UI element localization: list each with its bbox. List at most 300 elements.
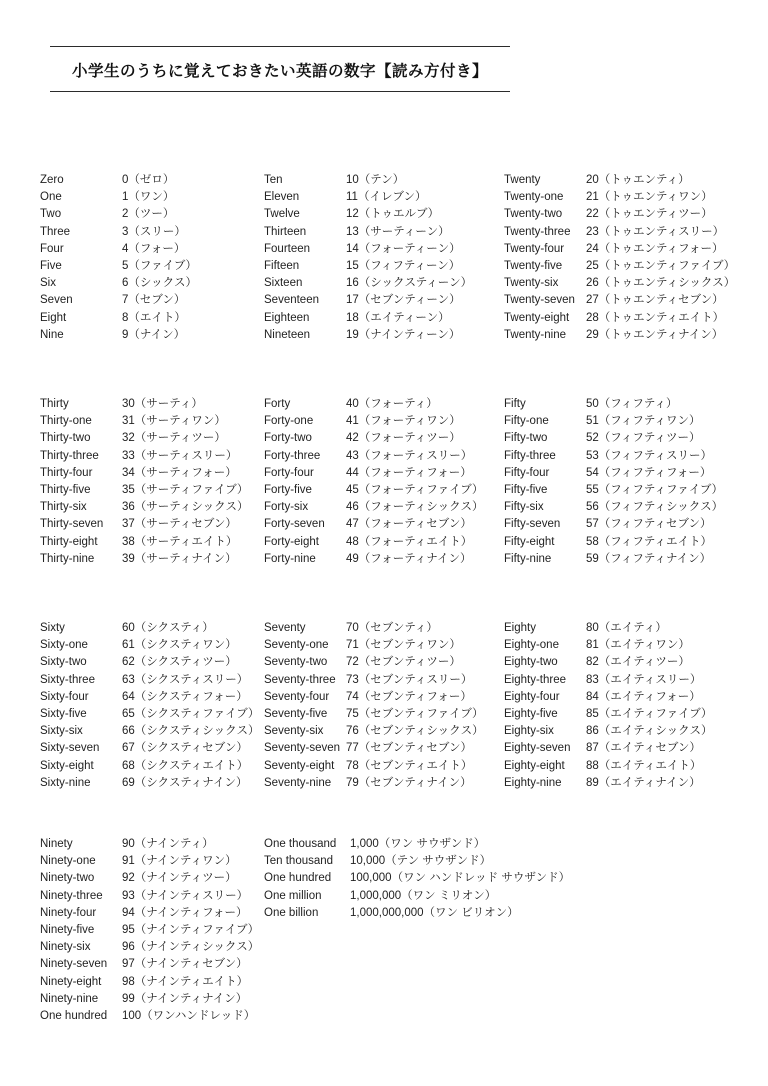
number-row (40, 654, 259, 671)
number-row (504, 551, 723, 568)
number-word-english: Forty-one (264, 415, 314, 428)
number-word-english: Nine (40, 328, 64, 341)
number-value-reading: 72（セブンティツー） (346, 656, 461, 669)
number-value-reading: 68（シクスティエイト） (122, 759, 249, 772)
number-column (40, 836, 259, 1025)
number-word-english: Zero (40, 174, 64, 186)
number-value-reading: 1,000（ワン サウザンド） (350, 838, 486, 850)
number-row (264, 275, 472, 292)
number-column (504, 396, 723, 568)
number-value-reading: 8（エイト） (122, 311, 186, 324)
band-inner (0, 396, 768, 566)
number-value-reading: 19（ナインティーン） (346, 328, 461, 341)
number-word-english: Twenty-five (504, 259, 563, 272)
number-word-english: Eight (40, 311, 67, 324)
number-value-reading: 54（フィフティフォー） (586, 466, 712, 479)
number-row (40, 758, 259, 775)
number-row (264, 310, 472, 327)
number-row (264, 206, 472, 223)
number-row (504, 430, 723, 447)
number-word-english: Twenty-six (504, 277, 559, 290)
number-row (504, 654, 713, 671)
number-row (504, 310, 735, 327)
number-row (40, 551, 249, 568)
number-word-english: Forty-four (264, 466, 314, 479)
number-word-english: One hundred (264, 872, 332, 885)
number-row (264, 723, 484, 740)
number-band-3 (0, 836, 768, 1022)
number-row (40, 396, 249, 413)
number-word-english: Ninety-seven (40, 958, 108, 971)
number-row (264, 430, 483, 447)
number-value-reading: 90（ナインティ） (122, 838, 214, 850)
number-value-reading: 65（シクスティファイブ） (122, 707, 260, 720)
number-row (264, 836, 570, 853)
number-word-english: Fifty-six (504, 501, 544, 514)
number-row (264, 516, 483, 533)
number-value-reading: 94（ナインティフォー） (122, 906, 248, 919)
number-word-english: Seventy-one (264, 639, 329, 652)
number-row (504, 672, 713, 689)
number-value-reading: 58（フィフティエイト） (586, 535, 712, 548)
number-word-english: Forty (264, 398, 291, 410)
number-word-english: Sixty-one (40, 639, 88, 652)
number-value-reading: 96（ナインティシックス） (122, 941, 260, 954)
number-row (40, 706, 259, 723)
number-word-english: Ninety-six (40, 941, 91, 954)
number-value-reading: 100,000（ワン ハンドレッド サウザンド） (350, 872, 571, 885)
number-row (264, 551, 483, 568)
number-row (40, 275, 197, 292)
number-value-reading: 33（サーティスリー） (122, 449, 238, 462)
number-row (264, 465, 483, 482)
number-row (40, 922, 259, 939)
number-word-english: Twenty-nine (504, 328, 567, 341)
page-title: 小学生のうちに覚えておきたい英語の数字【読み方付き】 (71, 61, 488, 80)
number-value-reading: 59（フィフティナイン） (586, 552, 712, 565)
number-value-reading: 83（エイティスリー） (586, 673, 702, 686)
number-row (40, 836, 259, 853)
number-word-english: Seven (40, 294, 73, 307)
number-value-reading: 22（トゥエンティツー） (586, 208, 713, 221)
number-word-english: Eighteen (264, 311, 310, 324)
number-row (40, 534, 249, 551)
number-row (40, 956, 259, 973)
number-value-reading: 62（シクスティツー） (122, 656, 237, 669)
number-word-english: Eighty-eight (504, 759, 565, 772)
number-value-reading: 6（シックス） (122, 277, 198, 290)
number-row (504, 172, 735, 189)
number-column (40, 620, 259, 792)
number-word-english: Sixty-nine (40, 776, 91, 789)
number-row (264, 396, 483, 413)
number-value-reading: 16（シックスティーン） (346, 277, 473, 290)
number-row (264, 413, 483, 430)
number-word-english: Fourteen (264, 242, 311, 255)
number-row (264, 689, 484, 706)
number-row (40, 327, 197, 344)
number-word-english: Forty-two (264, 432, 312, 445)
number-word-english: One hundred (40, 1009, 108, 1022)
number-value-reading: 87（エイティセブン） (586, 742, 701, 755)
number-row (504, 706, 713, 723)
number-row (264, 672, 484, 689)
number-value-reading: 10,000（テン サウザンド） (350, 855, 492, 868)
number-word-english: Thirty-two (40, 432, 91, 445)
number-value-reading: 26（トゥエンティシックス） (586, 277, 736, 290)
number-word-english: Sixty-eight (40, 759, 94, 772)
number-row (264, 905, 570, 922)
number-row (264, 654, 484, 671)
number-column (264, 620, 484, 792)
number-value-reading: 25（トゥエンティファイブ） (586, 259, 736, 272)
number-row (40, 1008, 259, 1025)
number-row (504, 637, 713, 654)
number-value-reading: 98（ナインティエイト） (122, 975, 249, 988)
number-word-english: Thirty-four (40, 466, 93, 479)
number-value-reading: 28（トゥエンティエイト） (586, 311, 725, 324)
number-word-english: Forty-seven (264, 518, 325, 531)
number-column (40, 172, 197, 344)
number-value-reading: 50（フィフティ） (586, 398, 678, 410)
number-value-reading: 13（サーティーン） (346, 225, 450, 238)
number-word-english: Thirty-nine (40, 552, 95, 565)
number-row (40, 689, 259, 706)
number-word-english: Seventy (264, 622, 306, 634)
number-row (264, 482, 483, 499)
number-band-0 (0, 172, 768, 342)
number-word-english: Thirty (40, 398, 69, 410)
number-column (504, 620, 713, 792)
number-row (40, 224, 197, 241)
number-word-english: Thirty-seven (40, 518, 104, 531)
number-row (504, 499, 723, 516)
number-value-reading: 32（サーティツー） (122, 432, 226, 445)
number-row (264, 499, 483, 516)
number-row (40, 939, 259, 956)
number-value-reading: 99（ナインティナイン） (122, 992, 248, 1005)
number-word-english: Sixty-three (40, 673, 95, 686)
number-value-reading: 31（サーティワン） (122, 415, 226, 428)
number-row (40, 905, 259, 922)
number-row (504, 689, 713, 706)
number-row (504, 723, 713, 740)
number-row (40, 499, 249, 516)
number-value-reading: 89（エイティナイン） (586, 776, 701, 789)
number-row (40, 310, 197, 327)
number-word-english: Sixty-five (40, 707, 87, 720)
number-word-english: Ninety-two (40, 872, 95, 885)
number-word-english: Forty-nine (264, 552, 316, 565)
title-block (50, 46, 510, 92)
number-value-reading: 4（フォー） (122, 242, 186, 255)
number-row (264, 327, 472, 344)
number-word-english: Two (40, 208, 62, 221)
number-row (40, 482, 249, 499)
number-value-reading: 2（ツー） (122, 208, 175, 221)
number-row (264, 637, 484, 654)
number-row (40, 740, 259, 757)
number-value-reading: 20（トゥエンティ） (586, 174, 690, 186)
number-value-reading: 67（シクスティセブン） (122, 742, 248, 755)
number-word-english: One thousand (264, 838, 337, 850)
number-word-english: Forty-three (264, 449, 321, 462)
number-row (504, 740, 713, 757)
number-value-reading: 12（トゥエルブ） (346, 208, 440, 221)
number-word-english: Nineteen (264, 328, 311, 341)
number-row (40, 637, 259, 654)
number-word-english: Ninety-nine (40, 992, 99, 1005)
number-row (264, 853, 570, 870)
number-word-english: Forty-five (264, 483, 312, 496)
number-row (504, 206, 735, 223)
number-column (504, 172, 735, 344)
number-row (40, 189, 197, 206)
number-value-reading: 17（セブンティーン） (346, 294, 461, 307)
number-value-reading: 48（フォーティエイト） (346, 535, 473, 548)
number-word-english: Fifty-two (504, 432, 548, 445)
number-word-english: Forty-six (264, 501, 309, 514)
number-value-reading: 1,000,000,000（ワン ビリオン） (350, 906, 519, 919)
number-value-reading: 36（サーティシックス） (122, 501, 249, 514)
number-row (40, 672, 259, 689)
number-value-reading: 1（ワン） (122, 191, 175, 204)
number-value-reading: 88（エイティエイト） (586, 759, 702, 772)
number-word-english: Ninety-eight (40, 975, 102, 988)
number-column (264, 172, 472, 344)
number-word-english: Twenty-one (504, 191, 564, 204)
number-value-reading: 74（セブンティフォー） (346, 690, 472, 703)
number-value-reading: 49（フォーティナイン） (346, 552, 472, 565)
number-word-english: Eighty-one (504, 639, 559, 652)
number-word-english: Seventy-five (264, 707, 328, 720)
number-value-reading: 80（エイティ） (586, 622, 667, 634)
number-value-reading: 91（ナインティワン） (122, 855, 237, 868)
number-value-reading: 84（エイティフォー） (586, 690, 701, 703)
number-row (40, 888, 259, 905)
number-word-english: Ten (264, 174, 283, 186)
number-value-reading: 60（シクスティ） (122, 622, 214, 634)
number-row (40, 974, 259, 991)
number-row (40, 991, 259, 1008)
number-word-english: Fifty-nine (504, 552, 552, 565)
number-word-english: Thirty-six (40, 501, 87, 514)
number-row (40, 620, 259, 637)
number-word-english: Ten thousand (264, 855, 334, 868)
number-word-english: Twenty (504, 174, 541, 186)
number-row (264, 224, 472, 241)
number-value-reading: 1,000,000（ワン ミリオン） (350, 889, 497, 902)
band-inner (0, 836, 768, 1022)
number-value-reading: 51（フィフティワン） (586, 415, 701, 428)
number-word-english: Seventy-three (264, 673, 336, 686)
number-word-english: Eighty (504, 622, 536, 634)
number-value-reading: 77（セブンティセブン） (346, 742, 472, 755)
number-word-english: Seventy-eight (264, 759, 335, 772)
number-value-reading: 92（ナインティツー） (122, 872, 237, 885)
number-row (504, 516, 723, 533)
number-value-reading: 61（シクスティワン） (122, 639, 237, 652)
number-word-english: Twenty-three (504, 225, 571, 238)
number-row (504, 413, 723, 430)
number-word-english: Seventeen (264, 294, 319, 307)
number-row (504, 241, 735, 258)
number-row (264, 189, 472, 206)
number-row (40, 172, 197, 189)
number-word-english: Seventy-nine (264, 776, 332, 789)
number-value-reading: 11（イレブン） (346, 191, 427, 204)
number-value-reading: 9（ナイン） (122, 328, 186, 341)
number-word-english: Four (40, 242, 64, 255)
number-word-english: Seventy-four (264, 690, 330, 703)
number-value-reading: 35（サーティファイブ） (122, 483, 249, 496)
number-row (264, 258, 472, 275)
number-row (504, 465, 723, 482)
number-word-english: Ninety-three (40, 889, 103, 902)
number-value-reading: 39（サーティナイン） (122, 552, 237, 565)
number-row (504, 758, 713, 775)
number-row (504, 448, 723, 465)
number-value-reading: 5（ファイブ） (122, 259, 197, 272)
number-row (40, 775, 259, 792)
number-value-reading: 3（スリー） (122, 225, 186, 238)
number-word-english: Fifty-one (504, 415, 549, 428)
number-band-1 (0, 396, 768, 566)
number-word-english: Seventy-six (264, 725, 324, 738)
number-row (504, 534, 723, 551)
number-word-english: Fifty-five (504, 483, 548, 496)
number-word-english: Twenty-eight (504, 311, 570, 324)
number-word-english: Fifty-seven (504, 518, 561, 531)
number-word-english: Thirty-one (40, 415, 92, 428)
number-value-reading: 27（トゥエンティセブン） (586, 294, 724, 307)
number-value-reading: 10（テン） (346, 174, 405, 186)
number-value-reading: 24（トゥエンティフォー） (586, 242, 724, 255)
number-row (264, 775, 484, 792)
number-row (504, 224, 735, 241)
number-word-english: Eleven (264, 191, 300, 204)
number-row (264, 888, 570, 905)
number-word-english: Eighty-six (504, 725, 554, 738)
number-value-reading: 53（フィフティスリー） (586, 449, 712, 462)
number-band-2 (0, 620, 768, 790)
number-value-reading: 18（エイティーン） (346, 311, 450, 324)
number-value-reading: 85（エイティファイブ） (586, 707, 713, 720)
number-value-reading: 34（サーティフォー） (122, 466, 237, 479)
number-row (40, 870, 259, 887)
number-row (264, 706, 484, 723)
number-value-reading: 93（ナインティスリー） (122, 889, 249, 902)
number-word-english: Twelve (264, 208, 300, 221)
number-value-reading: 76（セブンティシックス） (346, 725, 484, 738)
number-value-reading: 7（セブン） (122, 294, 186, 307)
number-value-reading: 70（セブンティ） (346, 622, 438, 634)
number-column (264, 396, 483, 568)
number-row (504, 775, 713, 792)
number-value-reading: 66（シクスティシックス） (122, 725, 260, 738)
number-value-reading: 46（フォーティシックス） (346, 501, 484, 514)
number-word-english: Seventy-two (264, 656, 328, 669)
number-value-reading: 81（エイティワン） (586, 639, 690, 652)
number-value-reading: 78（セブンティエイト） (346, 759, 473, 772)
number-column (40, 396, 249, 568)
number-row (504, 396, 723, 413)
number-row (40, 430, 249, 447)
number-word-english: Eighty-three (504, 673, 567, 686)
number-row (264, 534, 483, 551)
number-word-english: Fifty (504, 398, 526, 410)
number-word-english: Seventy-seven (264, 742, 341, 755)
number-word-english: Six (40, 277, 56, 290)
number-value-reading: 56（フィフティシックス） (586, 501, 724, 514)
number-word-english: One billion (264, 906, 319, 919)
number-value-reading: 47（フォーティセブン） (346, 518, 472, 531)
number-value-reading: 71（セブンティワン） (346, 639, 461, 652)
number-word-english: Sixty-two (40, 656, 87, 669)
number-word-english: Sixty-seven (40, 742, 100, 755)
number-row (40, 292, 197, 309)
number-word-english: Fifty-eight (504, 535, 555, 548)
number-word-english: Eighty-nine (504, 776, 562, 789)
number-row (264, 172, 472, 189)
number-value-reading: 57（フィフティセブン） (586, 518, 712, 531)
number-row (504, 258, 735, 275)
number-word-english: Thirteen (264, 225, 307, 238)
number-value-reading: 64（シクスティフォー） (122, 690, 248, 703)
title-rule-bottom (50, 91, 510, 92)
number-value-reading: 69（シクスティナイン） (122, 776, 248, 789)
number-word-english: Eighty-four (504, 690, 560, 703)
number-word-english: Three (40, 225, 71, 238)
number-word-english: Fifty-three (504, 449, 556, 462)
number-value-reading: 75（セブンティファイブ） (346, 707, 484, 720)
number-value-reading: 73（セブンティスリー） (346, 673, 473, 686)
number-word-english: Ninety-one (40, 855, 96, 868)
number-word-english: Sixty (40, 622, 65, 634)
number-word-english: Ninety (40, 838, 73, 850)
number-word-english: Forty-eight (264, 535, 319, 548)
number-word-english: Eighty-five (504, 707, 558, 720)
number-row (264, 241, 472, 258)
number-word-english: Eighty-two (504, 656, 558, 669)
number-row (504, 189, 735, 206)
number-word-english: Ninety-four (40, 906, 97, 919)
number-row (40, 516, 249, 533)
number-word-english: Thirty-five (40, 483, 91, 496)
number-value-reading: 55（フィフティファイブ） (586, 483, 723, 496)
number-column (264, 836, 570, 922)
number-word-english: Eighty-seven (504, 742, 571, 755)
number-value-reading: 45（フォーティファイブ） (346, 483, 484, 496)
number-row (40, 448, 249, 465)
number-row (40, 853, 259, 870)
number-word-english: Thirty-three (40, 449, 99, 462)
number-row (504, 482, 723, 499)
number-value-reading: 41（フォーティワン） (346, 415, 461, 428)
number-row (264, 870, 570, 887)
number-value-reading: 29（トゥエンティナイン） (586, 328, 724, 341)
number-word-english: Sixteen (264, 277, 303, 290)
number-row (504, 292, 735, 309)
number-value-reading: 40（フォーティ） (346, 398, 438, 410)
number-value-reading: 38（サーティエイト） (122, 535, 238, 548)
number-value-reading: 52（フィフティツー） (586, 432, 701, 445)
number-value-reading: 15（フィフティーン） (346, 259, 461, 272)
number-word-english: Five (40, 259, 62, 272)
number-value-reading: 79（セブンティナイン） (346, 776, 472, 789)
number-row (40, 723, 259, 740)
number-row (504, 327, 735, 344)
